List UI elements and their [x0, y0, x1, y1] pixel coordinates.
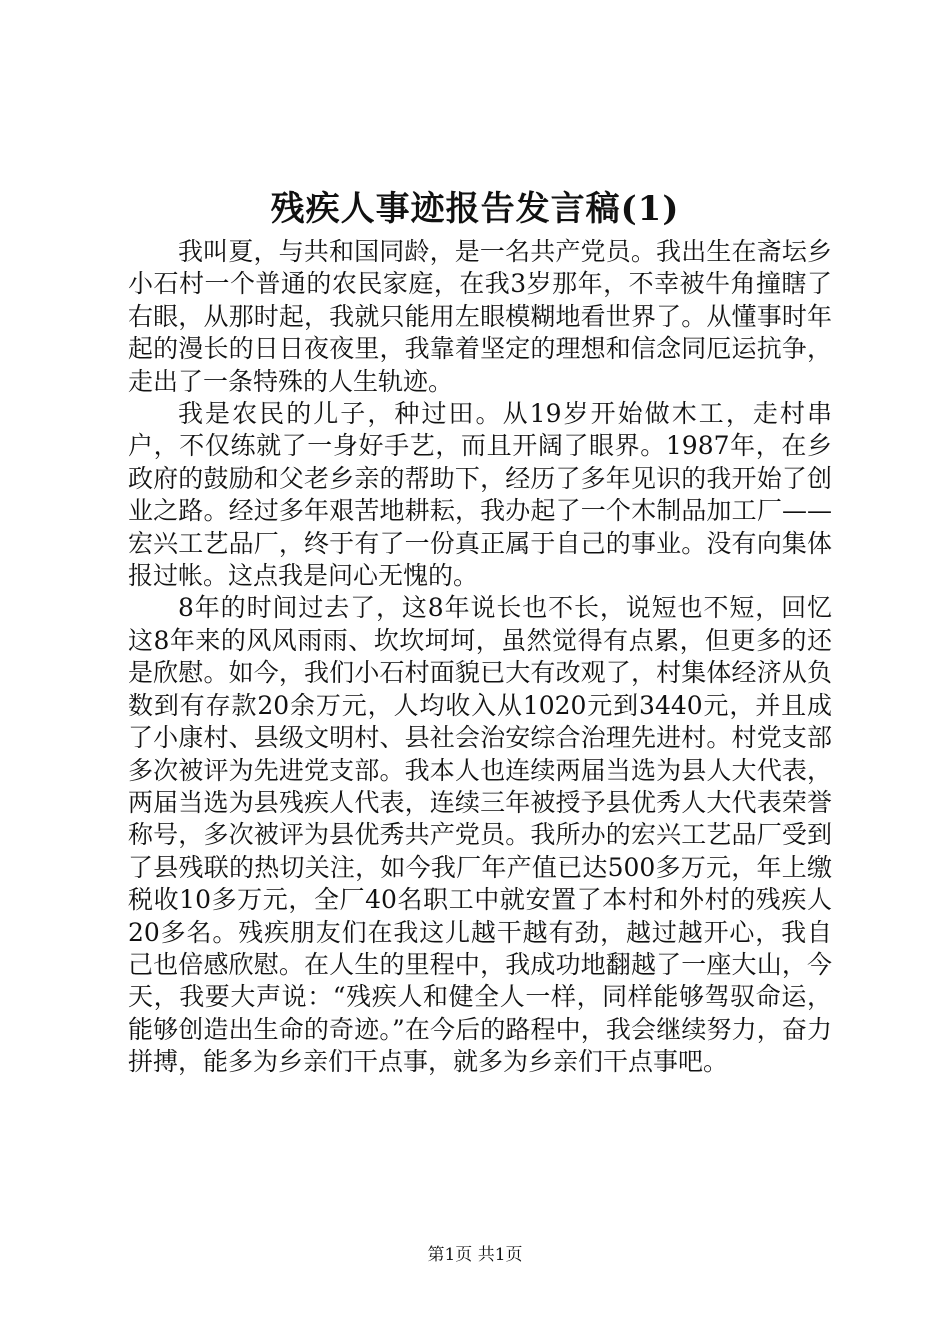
paragraph-3: 8年的时间过去了，这8年说长也不长，说短也不短，回忆这8年来的风风雨雨、坎坎坷坷，虽然觉得有点累，但更多的还是欣慰。如今，我们小石村面貌已大有改观了，村集体经济从负数到有存款20余万元，人均收入从1020元到3440元，并且成了小康村、县级文明村、县社会治安综合治理先进村。村党支部多次被评为先进党支部。我本人也连续两届当选为县人大代表，两届当选为县残疾人代表，连续三年被授予县优秀人大代表荣誉称号，多次被评为县优秀共产党员。我所办的宏兴工艺品厂受到了县残联的热切关注，如今我厂年产值已达500多万元，年上缴税收10多万元，全厂40名职工中就安置了本村和外村的残疾人20多名。残疾朋友们在我这儿越干越有劲，越过越开心，我自己也倍感欣慰。在人生的里程中，我成功地翻越了一座大山，今天，我要大声说：“残疾人和健全人一样，同样能够驾驭命运，能够创造出生命的奇迹。”在今后的路程中，我会继续努力，奋力拼搏，能多为乡亲们干点事，就多为乡亲们干点事吧。	[128, 593, 832, 1077]
page-footer: 第1页 共1页	[427, 1245, 523, 1265]
paragraph-2: 我是农民的儿子，种过田。从19岁开始做木工，走村串户，不仅练就了一身好手艺，而且开阔了眼界。1987年，在乡政府的鼓励和父老乡亲的帮助下，经历了多年见识的我开始了创业之路。经过多年艰苦地耕耘，我办起了一个木制品加工厂——宏兴工艺品厂，终于有了一份真正属于自己的事业。没有向集体报过帐。这点我是问心无愧的。	[128, 399, 832, 591]
document-title: 残疾人事迹报告发言稿(1)	[270, 189, 680, 229]
document-body	[128, 236, 832, 1079]
paragraph-1: 我叫夏，与共和国同龄，是一名共产党员。我出生在斋坛乡小石村一个普通的农民家庭，在我3岁那年，不幸被牛角撞瞎了右眼，从那时起，我就只能用左眼模糊地看世界了。从懂事时年起的漫长的日日夜夜里，我靠着坚定的理想和信念同厄运抗争，走出了一条特殊的人生轨迹。	[128, 237, 832, 396]
